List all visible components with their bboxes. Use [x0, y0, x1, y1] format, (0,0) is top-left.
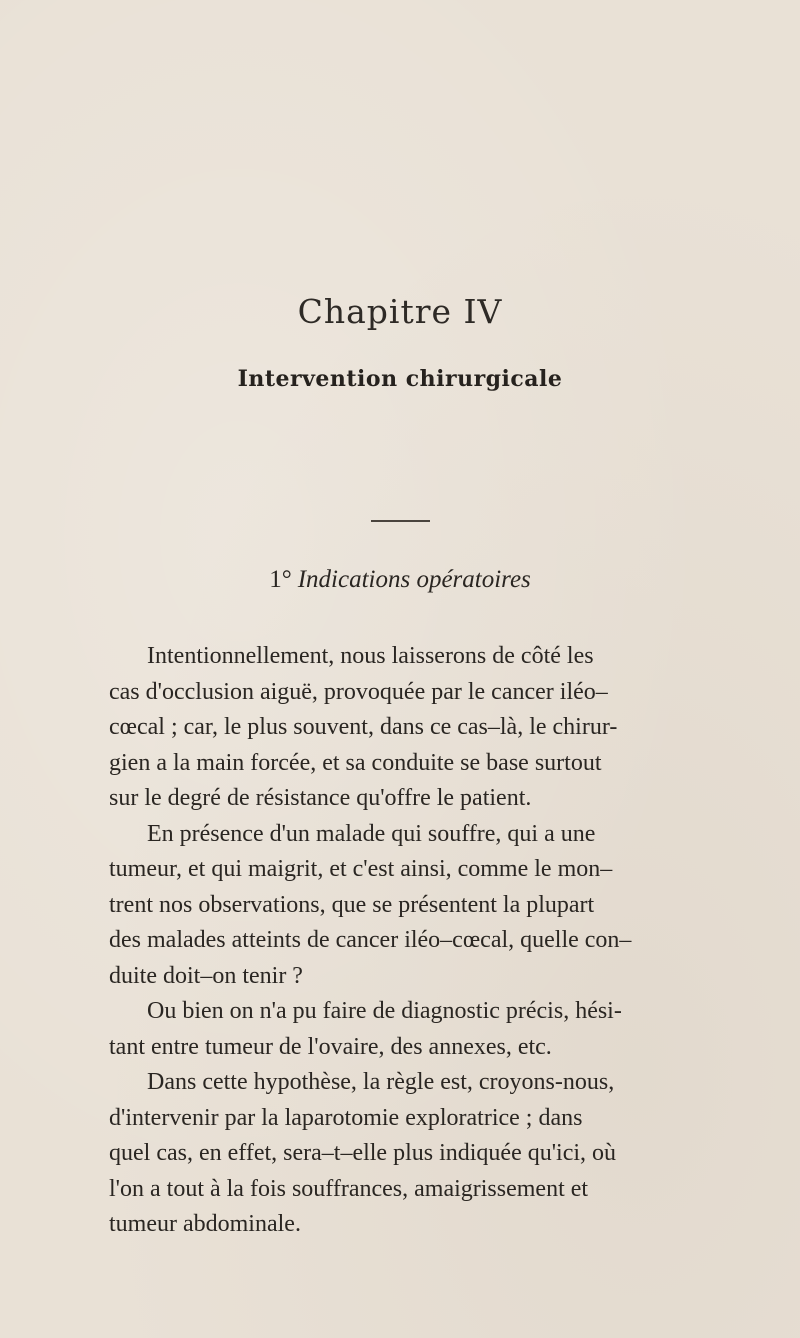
paragraph-line: tant entre tumeur de l'ovaire, des annexes, etc.: [109, 1034, 552, 1060]
paragraph-line: Intentionnellement, nous laisserons de côté les: [147, 643, 594, 669]
paragraph-line: Ou bien on n'a pu faire de diagnostic précis, hési-: [147, 998, 622, 1024]
paragraph-line: d'intervenir par la laparotomie exploratrice ; dans: [109, 1105, 583, 1131]
chapter-title: Chapitre IV: [297, 292, 503, 331]
paragraph-line: l'on a tout à la fois souffrances, amaigrissement et: [109, 1176, 589, 1202]
paragraph-line: duite doit–on tenir ?: [109, 963, 303, 989]
paragraph-line: sur le degré de résistance qu'offre le patient.: [109, 785, 532, 811]
paragraph-line: gien a la main forcée, et sa conduite se base surtout: [109, 750, 602, 776]
paragraph-line: cœcal ; car, le plus souvent, dans ce cas–là, le chirur-: [109, 714, 618, 740]
paragraph-line: tumeur, et qui maigrit, et c'est ainsi, comme le mon–: [109, 856, 613, 882]
section-title: Intervention chirurgicale: [237, 366, 563, 392]
subsection-heading: [0, 566, 800, 594]
paragraph-line: trent nos observations, que se présentent la plupart: [109, 892, 595, 918]
paragraph-line: En présence d'un malade qui souffre, qui a une: [147, 821, 596, 847]
paragraph-line: des malades atteints de cancer iléo–cœcal, quelle con–: [109, 927, 632, 953]
paragraph-line: Dans cette hypothèse, la règle est, croyons-nous,: [147, 1069, 615, 1095]
paragraph-line: tumeur abdominale.: [109, 1211, 301, 1237]
subsection-title: Indications opératoires: [297, 566, 531, 593]
paragraph-line: cas d'occlusion aiguë, provoquée par le cancer iléo–: [109, 679, 608, 705]
section-divider: [371, 520, 430, 522]
subsection-number: 1°: [269, 566, 292, 593]
paragraph-line: quel cas, en effet, sera–t–elle plus indiquée qu'ici, où: [109, 1140, 617, 1166]
